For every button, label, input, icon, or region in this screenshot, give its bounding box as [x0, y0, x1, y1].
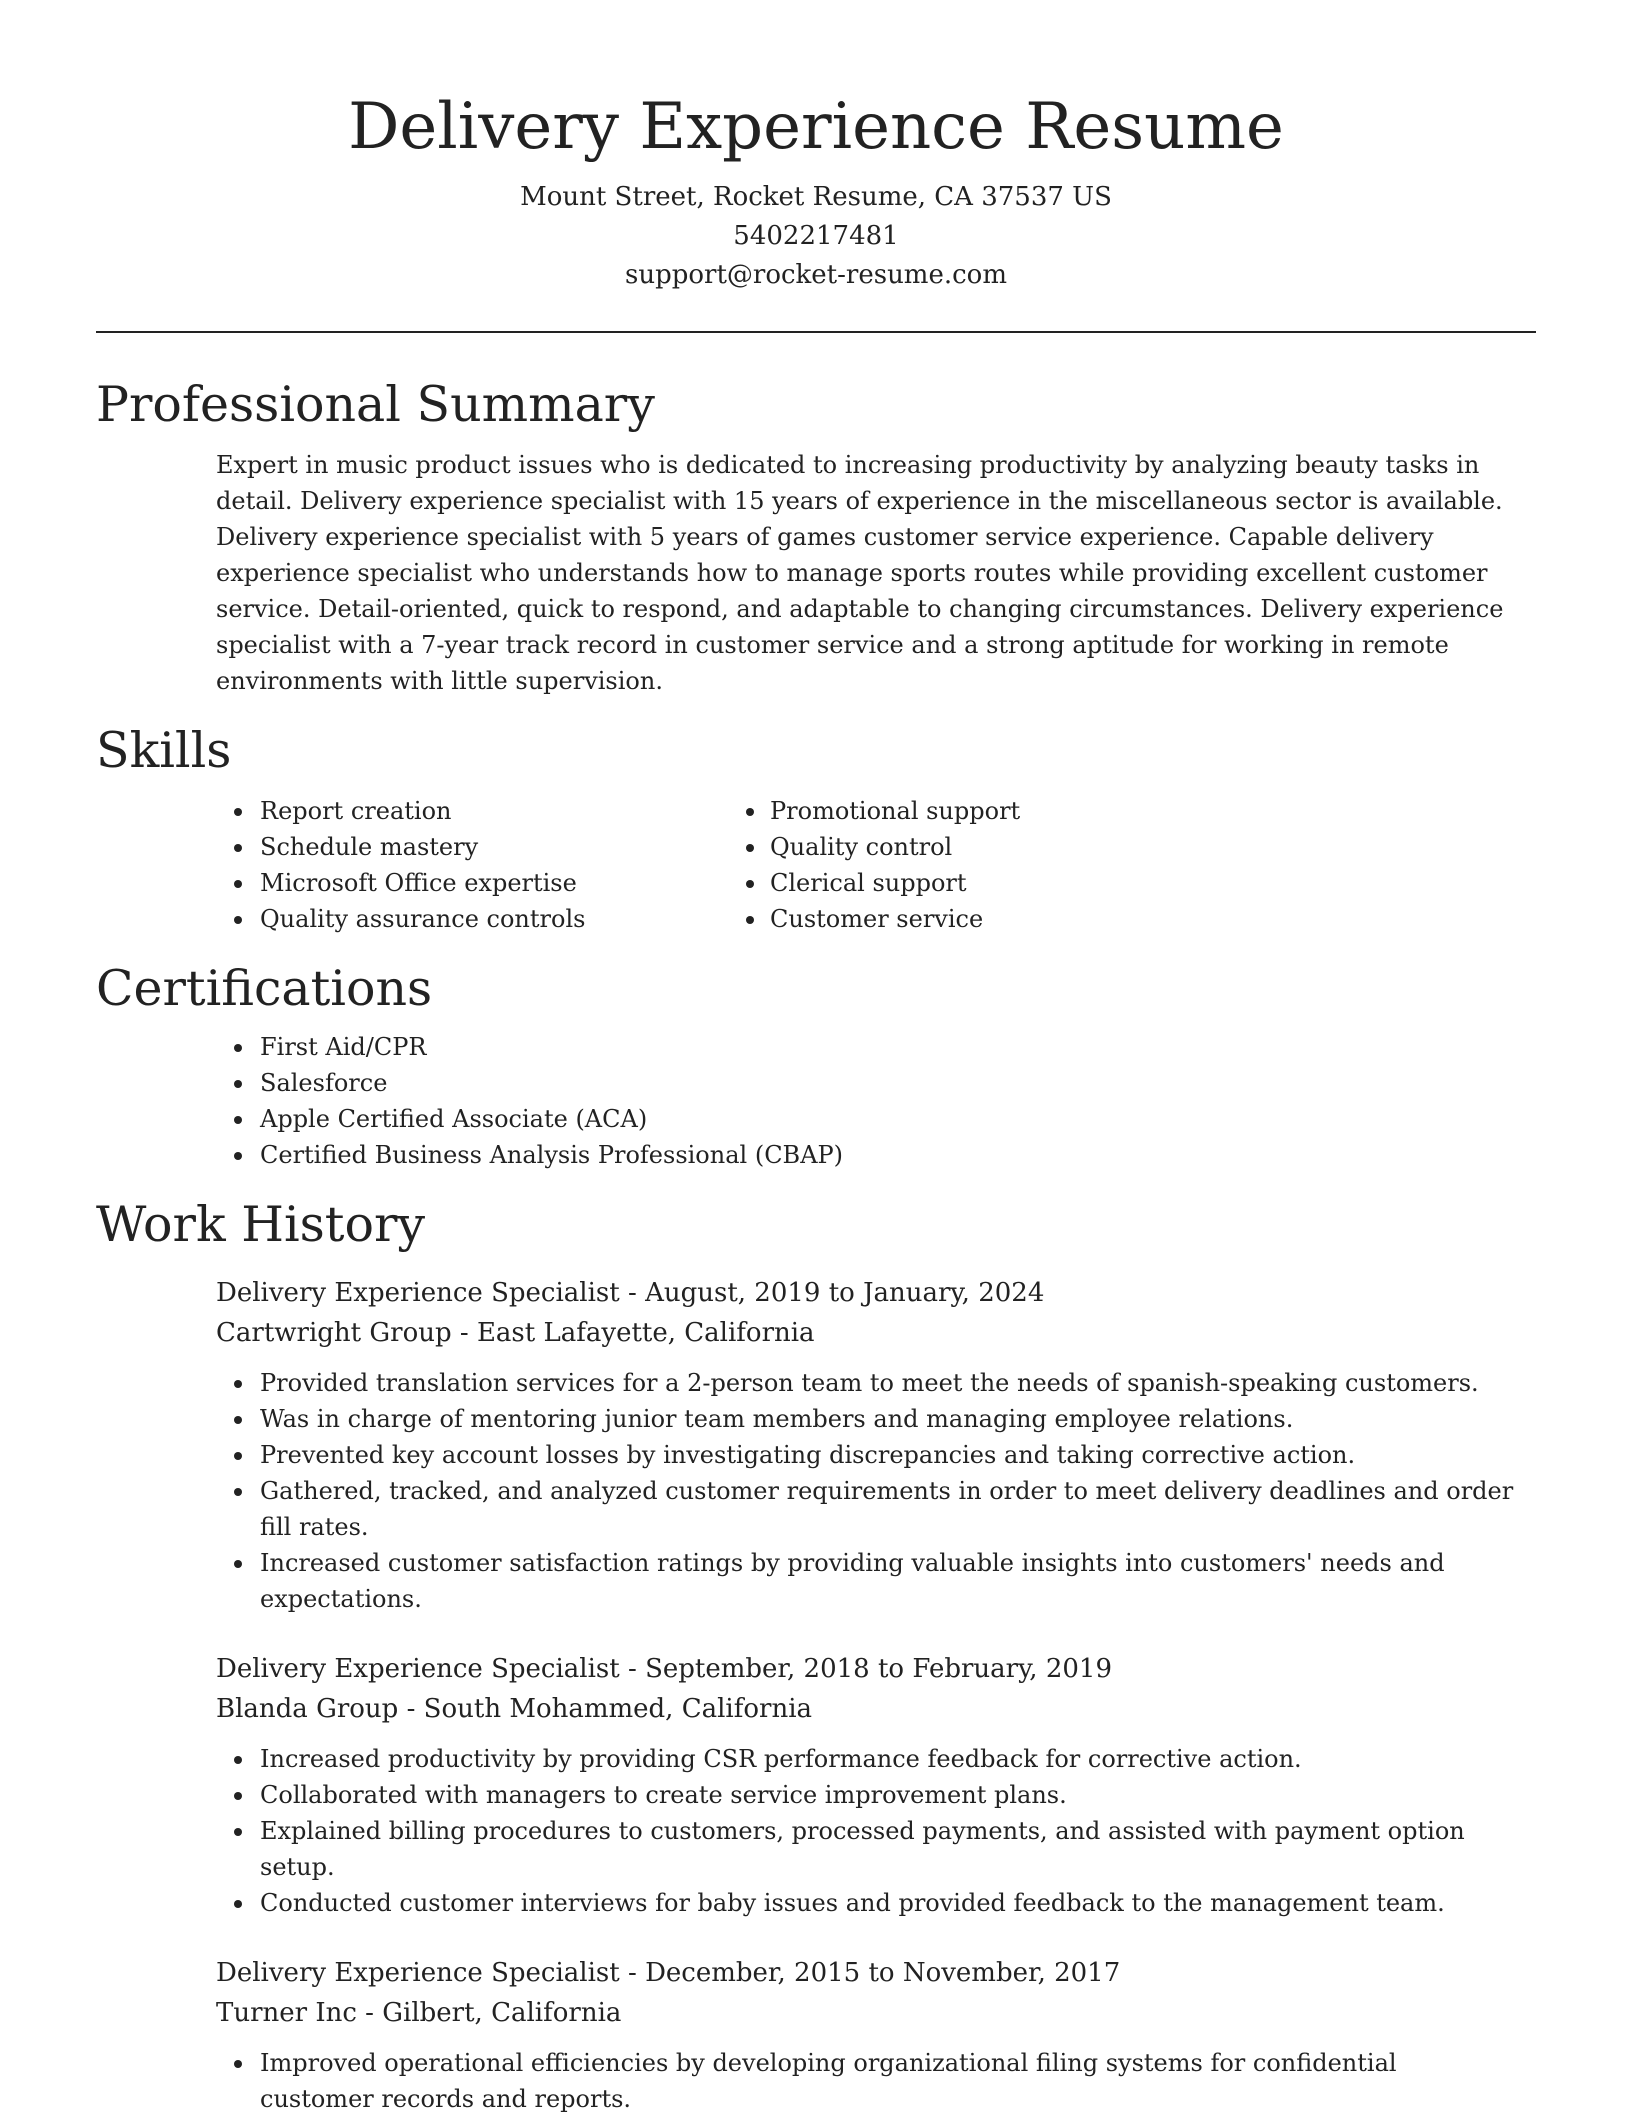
job-entry: [216, 1953, 1536, 2117]
job-bullet-list: [96, 2045, 1536, 2117]
job-bullet: Increased productivity by providing CSR performance feedback for corrective action.: [96, 1741, 1536, 1777]
job-separator: -: [356, 1998, 383, 2028]
job-bullet: Was in charge of mentoring junior team members and managing employee relations.: [96, 1401, 1536, 1437]
certification-item: First Aid/CPR: [96, 1029, 1536, 1065]
job-bullet-list: [96, 1741, 1536, 1921]
certification-item: Apple Certified Associate (ACA): [96, 1101, 1536, 1137]
resume-page: [96, 0, 1536, 2117]
skill-item: Quality assurance controls: [96, 901, 746, 937]
address: Mount Street, Rocket Resume, CA 37537 US: [520, 182, 1112, 212]
phone: 5402217481: [733, 221, 899, 251]
certifications-list: [96, 1029, 1536, 1173]
job-role: Delivery Experience Specialist: [216, 1958, 620, 1988]
job-bullet: Improved operational efficiencies by developing organizational filing systems for confidential customer records and reports.: [96, 2045, 1536, 2117]
job-location: East Lafayette, California: [476, 1318, 815, 1348]
job-role-line: [216, 1649, 1536, 1689]
job-company: Blanda Group: [216, 1694, 399, 1724]
job-bullet: Prevented key account losses by investigating discrepancies and taking corrective action.: [96, 1437, 1536, 1473]
job-dates: December, 2015 to November, 2017: [645, 1958, 1121, 1988]
skill-item: Schedule mastery: [96, 829, 746, 865]
contact-block: [96, 178, 1536, 295]
skill-item: Quality control: [746, 829, 1020, 865]
job-dates: September, 2018 to February, 2019: [645, 1654, 1113, 1684]
certifications-heading: Certifications: [96, 960, 433, 1017]
job-company-line: [216, 1993, 1536, 2033]
job-bullet: Conducted customer interviews for baby issues and provided feedback to the management team.: [96, 1885, 1536, 1921]
skill-item: Customer service: [746, 901, 1020, 937]
job-bullet: Increased customer satisfaction ratings by providing valuable insights into customers' needs and expectations.: [96, 1545, 1536, 1617]
skills-column-left: [96, 793, 746, 937]
work-history-heading: Work History: [96, 1196, 426, 1253]
skills-heading: Skills: [96, 722, 232, 779]
job-company: Cartwright Group: [216, 1318, 452, 1348]
job-separator: -: [451, 1318, 477, 1348]
job-role-line: [216, 1953, 1536, 1993]
job-bullet: Collaborated with managers to create service improvement plans.: [96, 1777, 1536, 1813]
job-role: Delivery Experience Specialist: [216, 1654, 620, 1684]
summary-text: Expert in music product issues who is dedicated to increasing productivity by analyzing beauty tasks in detail. Delivery experience specialist with 15 years of experience in the miscellaneous sector is available. Delivery experience specialist with 5 years of games customer service experience. Capable delivery experience specialist who understands how to manage sports routes while providing excellent customer service. Detail-oriented, quick to respond, and adaptable to changing circumstances. Delivery experience specialist with a 7-year track record in customer service and a strong aptitude for working in remote environments with little supervision.: [216, 451, 1504, 695]
job-separator: -: [619, 1278, 646, 1308]
job-bullet: Explained billing procedures to customers, processed payments, and assisted with payment option setup.: [96, 1813, 1536, 1885]
skill-item: Microsoft Office expertise: [96, 865, 746, 901]
job-bullet-list: [96, 1365, 1536, 1617]
certification-item: Salesforce: [96, 1065, 1536, 1101]
summary-heading: Professional Summary: [96, 376, 655, 433]
job-separator: -: [619, 1958, 646, 1988]
job-separator: -: [619, 1654, 646, 1684]
job-entry: [216, 1273, 1536, 1617]
skill-item: Clerical support: [746, 865, 1020, 901]
job-company: Turner Inc: [216, 1998, 357, 2028]
skills-column-right: [746, 793, 1020, 937]
job-dates: August, 2019 to January, 2024: [645, 1278, 1045, 1308]
certification-item: Certified Business Analysis Professional (CBAP): [96, 1137, 1536, 1173]
job-entry: [216, 1649, 1536, 1921]
job-location: South Mohammed, California: [423, 1694, 813, 1724]
skill-item: Report creation: [96, 793, 746, 829]
job-bullet: Provided translation services for a 2-person team to meet the needs of spanish-speaking customers.: [96, 1365, 1536, 1401]
job-role-line: [216, 1273, 1536, 1313]
job-company-line: [216, 1313, 1536, 1353]
job-location: Gilbert, California: [382, 1998, 622, 2028]
skill-item: Promotional support: [746, 793, 1020, 829]
job-separator: -: [398, 1694, 424, 1724]
resume-title: Delivery Experience Resume: [348, 90, 1284, 164]
header-divider: [96, 331, 1536, 333]
email: support@rocket-resume.com: [624, 260, 1007, 290]
job-company-line: [216, 1689, 1536, 1729]
skills-list: [96, 793, 1536, 937]
job-bullet: Gathered, tracked, and analyzed customer requirements in order to meet delivery deadlines and order fill rates.: [96, 1473, 1536, 1545]
job-role: Delivery Experience Specialist: [216, 1278, 620, 1308]
